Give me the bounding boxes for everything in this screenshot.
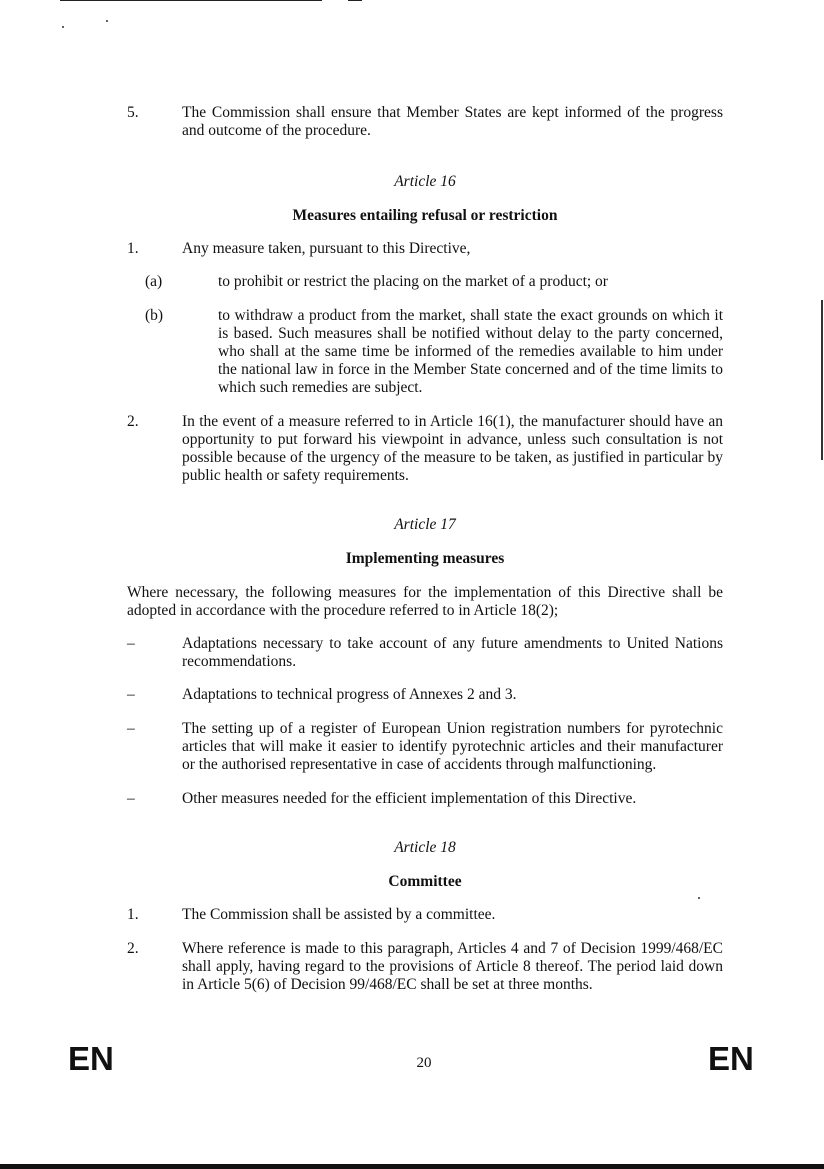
article-16-heading: Measures entailing refusal or restriction: [292, 207, 558, 224]
point-text: to prohibit or restrict the placing on the market of a product; or: [218, 273, 608, 290]
dash-bullet: –: [127, 720, 135, 737]
article-16-point-b: [145, 307, 723, 397]
article-18-title: Article 18: [394, 839, 456, 856]
point-label: (b): [145, 307, 164, 324]
article-18-heading: Committee: [388, 873, 462, 890]
article-16-paragraph-2: [127, 413, 723, 485]
article-16-point-a: [145, 273, 723, 291]
article-16-paragraph-1: [127, 240, 723, 258]
list-item-text: The setting up of a register of European Union registration numbers for pyrotechnic articles that will make it easier to identify pyrotechnic articles and their manufacturer or the authorised representative in case of accidents through malfunctioning.: [182, 720, 723, 773]
scan-speck: [698, 897, 700, 899]
article-17-title: Article 17: [394, 516, 456, 533]
article-17-heading: Implementing measures: [345, 550, 505, 567]
scan-edge-top: [60, 0, 322, 1]
dash-bullet: –: [127, 635, 135, 652]
paragraph-text: Where reference is made to this paragraph, Articles 4 and 7 of Decision 1999/468/EC shall apply, having regard to the provisions of Article 8 thereof. The period laid down in Article 5(6) of Decision 99/468/EC shall be set at three months.: [182, 940, 723, 993]
paragraph-number: 5.: [127, 104, 139, 121]
list-item-text: Other measures needed for the efficient implementation of this Directive.: [182, 790, 637, 807]
paragraph-5: [127, 104, 723, 140]
paragraph-text: The Commission shall be assisted by a committee.: [182, 906, 496, 923]
paragraph-number: 2.: [127, 940, 139, 957]
language-code-right: EN: [708, 1040, 754, 1077]
paragraph-number: 2.: [127, 413, 139, 430]
article-17-intro: Where necessary, the following measures for the implementation of this Directive shall be adopted in accordance with the procedure referred to in Article 18(2);: [127, 584, 723, 619]
list-item: [127, 635, 723, 671]
page-number: 20: [416, 1055, 432, 1071]
point-label: (a): [145, 273, 163, 290]
scan-edge-right: [821, 300, 823, 460]
paragraph-number: 1.: [127, 240, 139, 257]
scan-edge-bottom: [0, 1164, 824, 1169]
scan-speck: [106, 20, 108, 22]
language-code-left: EN: [68, 1040, 114, 1077]
paragraph-text: Any measure taken, pursuant to this Directive,: [182, 240, 471, 257]
list-item: [127, 686, 723, 704]
list-item: [127, 720, 723, 774]
scan-edge-top-mark: [348, 0, 362, 1]
dash-bullet: –: [127, 686, 135, 703]
paragraph-text: In the event of a measure referred to in Article 16(1), the manufacturer should have an opportunity to put forward his viewpoint in advance, unless such consultation is not possible because of the urgency of the measure to be taken, as justified in particular by public health or safety requirements.: [182, 413, 723, 484]
list-item: [127, 790, 723, 808]
list-item-text: Adaptations to technical progress of Annexes 2 and 3.: [182, 686, 517, 703]
paragraph-text: The Commission shall ensure that Member States are kept informed of the progress and outcome of the procedure.: [182, 104, 723, 139]
article-18-paragraph-2: [127, 940, 723, 994]
paragraph-number: 1.: [127, 906, 139, 923]
scan-speck: [62, 26, 64, 28]
point-text: to withdraw a product from the market, shall state the exact grounds on which it is based. Such measures shall be notified without delay to the party concerned, who shall at the same time be informed of the remedies available to him under the national law in force in the Member State concerned and of the time limits to which such remedies are subject.: [218, 307, 723, 396]
article-18-paragraph-1: [127, 906, 723, 924]
article-16-title: Article 16: [394, 173, 456, 190]
dash-bullet: –: [127, 790, 135, 807]
list-item-text: Adaptations necessary to take account of any future amendments to United Nations recommendations.: [182, 635, 723, 670]
